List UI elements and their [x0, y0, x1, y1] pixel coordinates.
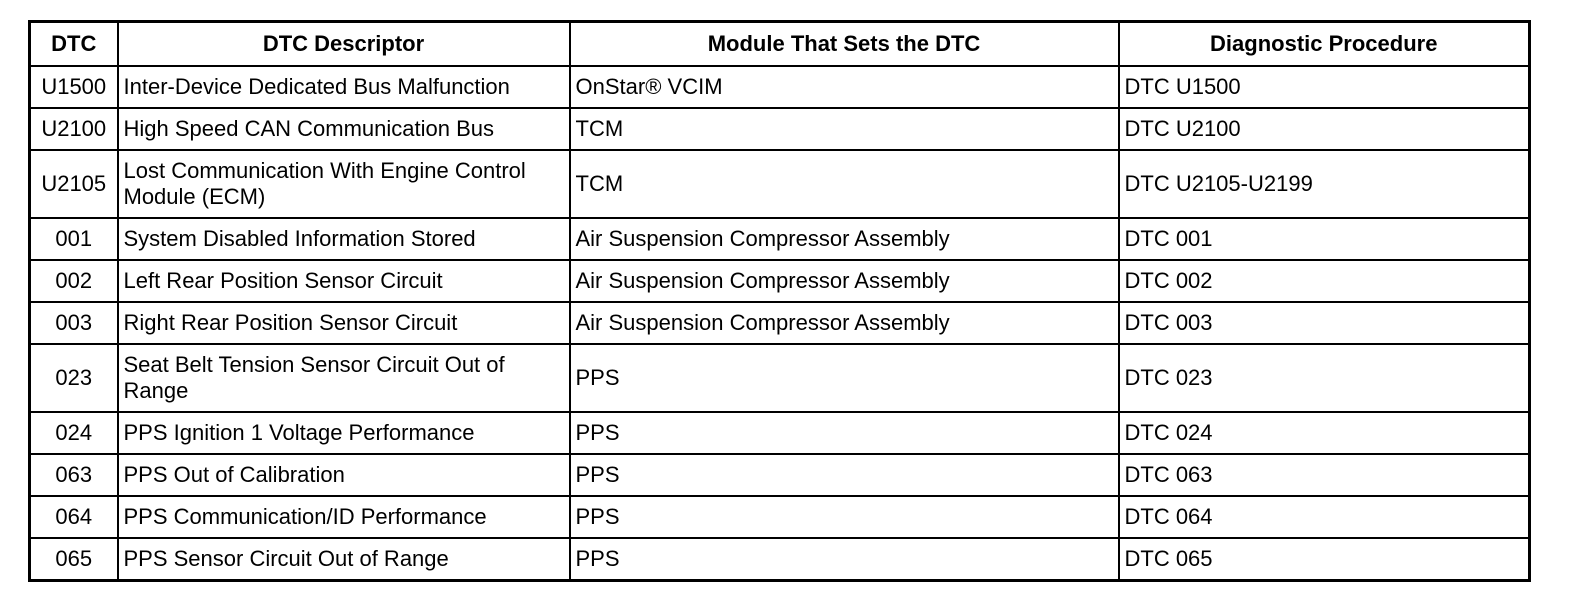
dtc-code-cell: 065: [30, 538, 118, 581]
descriptor-cell: PPS Communication/ID Performance: [118, 496, 570, 538]
header-dtc: DTC: [30, 22, 118, 67]
descriptor-cell: Seat Belt Tension Sensor Circuit Out of Range: [118, 344, 570, 412]
procedure-cell: DTC U2100: [1119, 108, 1530, 150]
table-row: [30, 66, 1530, 108]
descriptor-cell: PPS Out of Calibration: [118, 454, 570, 496]
table-row: [30, 218, 1530, 260]
procedure-cell: DTC 001: [1119, 218, 1530, 260]
procedure-cell: DTC 003: [1119, 302, 1530, 344]
descriptor-cell: PPS Ignition 1 Voltage Performance: [118, 412, 570, 454]
procedure-cell: DTC 023: [1119, 344, 1530, 412]
module-cell: PPS: [570, 496, 1119, 538]
module-cell: Air Suspension Compressor Assembly: [570, 218, 1119, 260]
dtc-code-cell: 023: [30, 344, 118, 412]
module-cell: Air Suspension Compressor Assembly: [570, 260, 1119, 302]
header-module: Module That Sets the DTC: [570, 22, 1119, 67]
descriptor-cell: PPS Sensor Circuit Out of Range: [118, 538, 570, 581]
module-cell: Air Suspension Compressor Assembly: [570, 302, 1119, 344]
dtc-code-cell: 024: [30, 412, 118, 454]
procedure-cell: DTC U1500: [1119, 66, 1530, 108]
dtc-code-cell: 064: [30, 496, 118, 538]
module-cell: OnStar® VCIM: [570, 66, 1119, 108]
descriptor-cell: High Speed CAN Communication Bus: [118, 108, 570, 150]
module-cell: PPS: [570, 412, 1119, 454]
dtc-code-cell: 001: [30, 218, 118, 260]
dtc-code-cell: U2100: [30, 108, 118, 150]
module-cell: TCM: [570, 150, 1119, 218]
table-row: [30, 454, 1530, 496]
table-row: [30, 344, 1530, 412]
procedure-cell: DTC 002: [1119, 260, 1530, 302]
descriptor-cell: Right Rear Position Sensor Circuit: [118, 302, 570, 344]
dtc-table: [28, 20, 1531, 582]
table-row: [30, 412, 1530, 454]
procedure-cell: DTC 064: [1119, 496, 1530, 538]
module-cell: PPS: [570, 454, 1119, 496]
dtc-code-cell: U2105: [30, 150, 118, 218]
dtc-code-cell: 002: [30, 260, 118, 302]
procedure-cell: DTC 065: [1119, 538, 1530, 581]
descriptor-cell: System Disabled Information Stored: [118, 218, 570, 260]
table-row: [30, 260, 1530, 302]
dtc-code-cell: 063: [30, 454, 118, 496]
procedure-cell: DTC U2105-U2199: [1119, 150, 1530, 218]
table-row: [30, 302, 1530, 344]
table-row: [30, 538, 1530, 581]
header-descriptor: DTC Descriptor: [118, 22, 570, 67]
table-header-row: [30, 22, 1530, 67]
table-row: [30, 496, 1530, 538]
module-cell: TCM: [570, 108, 1119, 150]
table-row: [30, 108, 1530, 150]
descriptor-cell: Lost Communication With Engine Control Module (ECM): [118, 150, 570, 218]
dtc-code-cell: U1500: [30, 66, 118, 108]
procedure-cell: DTC 063: [1119, 454, 1530, 496]
header-procedure: Diagnostic Procedure: [1119, 22, 1530, 67]
dtc-code-cell: 003: [30, 302, 118, 344]
descriptor-cell: Left Rear Position Sensor Circuit: [118, 260, 570, 302]
table-row: [30, 150, 1530, 218]
module-cell: PPS: [570, 538, 1119, 581]
procedure-cell: DTC 024: [1119, 412, 1530, 454]
module-cell: PPS: [570, 344, 1119, 412]
descriptor-cell: Inter-Device Dedicated Bus Malfunction: [118, 66, 570, 108]
